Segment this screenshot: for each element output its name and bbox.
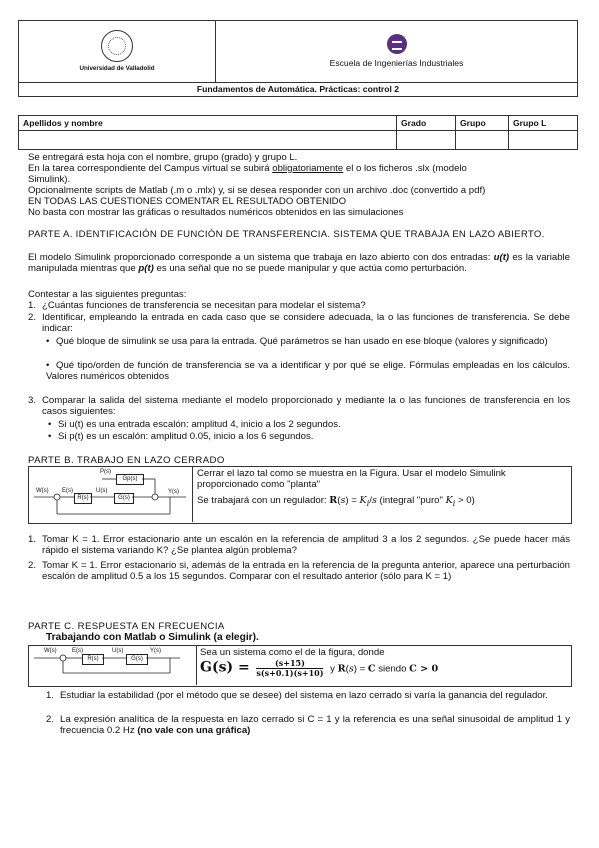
part-c-subtitle: Trabajando con Matlab o Simulink (a elegir). <box>46 632 259 643</box>
header-table <box>18 20 578 97</box>
part-c-title: PARTE C. RESPUESTA EN FRECUENCIA <box>28 621 225 632</box>
part-c-equation: G(s) = $\frac{(s+15)}{s(s+0.1)(s+10)}$ y R(s) = C siendo C > 0 <box>200 658 439 679</box>
part-b-divider <box>192 466 193 522</box>
part-c-divider <box>196 645 197 685</box>
part-a-question-3: 3. Comparar la salida del sistema mediante el modelo proporcionado y mediante la o las funciones de transferencia en los casos siguientes: <box>28 395 570 418</box>
grupol-column-header: Grupo L <box>509 116 578 131</box>
part-b-question-2: 2. Tomar K = 1. Error estacionario si, además de la entrada en la referencia de la pregunta anterior, aparece una perturbación escalón de amplitud 0.5 a los 15 segundos. Comparar con el resultado anterior (sólo para K = 1) <box>28 560 570 583</box>
part-b-question-1: 1. Tomar K = 1. Error estacionario ante un escalón en la referencia de amplitud 3 a los 2 segundos. ¿Se puede hacer más rápido el sistema variando K? ¿Se plantea algún problema? <box>28 534 570 557</box>
university-cell <box>19 21 216 83</box>
part-a-question-2: 2. Identificar, empleando la entrada en cada caso que se considere adecuada, la o las funciones de transferencia. Se debe indicar: <box>28 312 570 335</box>
school-cell <box>216 21 578 83</box>
part-a-q2-bullet-2: • Qué tipo/orden de función de transferencia se va a identificar y por qué se elige. Fórmulas empleadas en los cálculos. Valores numéricos obtenidos <box>46 360 570 383</box>
university-name: Universidad de Valladolid <box>79 65 155 73</box>
part-a-paragraph: El modelo Simulink proporcionado corresponde a un sistema que trabaja en lazo abierto con dos entradas: u(t) es la variable manipulada mientras que p(t) es una señal que no se puede manipular y que actúa como perturbación. <box>28 252 570 275</box>
school-name: Escuela de Ingenierías Industriales <box>329 58 464 69</box>
part-b-description: Cerrar el lazo tal como se muestra en la Figura. Usar el modelo Simulink proporcionado como "planta" <box>197 468 506 491</box>
part-b-block-diagram: P(s) Gp(s) W(s) E(s) R(s) U(s) G(s) Y(s) <box>30 468 190 520</box>
part-a-instructions: Contestar a las siguientes preguntas: <box>28 289 187 300</box>
part-c-description: Sea un sistema como el de la figura, donde <box>200 647 385 658</box>
part-c-diagram-wires <box>30 647 194 683</box>
name-field[interactable] <box>19 131 397 150</box>
intro-line-1: Se entregará esta hoja con el nombre, grupo (grado) y grupo L. <box>28 152 298 163</box>
part-a-question-1: 1. ¿Cuántas funciones de transferencia se necesitan para modelar el sistema? <box>28 300 366 311</box>
part-b-title: PARTE B. TRABAJO EN LAZO CERRADO <box>28 455 225 466</box>
intro-line-5: EN TODAS LAS CUESTIONES COMENTAR EL RESULTADO OBTENIDO <box>28 196 347 207</box>
course-title: Fundamentos de Automática. Prácticas: control 2 <box>19 83 578 97</box>
part-c-question-1: 1. Estudiar la estabilidad (por el método que se desee) del sistema en lazo cerrado si varía la ganancia del regulador. <box>46 690 548 701</box>
name-column-header: Apellidos y nombre <box>19 116 397 131</box>
part-b-diagram-wires <box>30 468 190 520</box>
part-a-q3-bullet-1: • Si u(t) es una entrada escalón: amplitud 4, inicio a los 2 segundos. <box>48 419 341 430</box>
grupo-column-header: Grupo <box>456 116 509 131</box>
intro-line-6: No basta con mostrar las gráficas o resultados numéricos obtenidos en las simulaciones <box>28 207 404 218</box>
university-logo-icon <box>101 30 133 62</box>
student-info-table <box>18 115 578 150</box>
part-a-q3-bullet-2: • Si p(t) es un escalón: amplitud 0.05, inicio a los 6 segundos. <box>48 431 314 442</box>
grupo-field[interactable] <box>456 131 509 150</box>
part-b-regulator: Se trabajará con un regulador: $R(s) = K_i/s$ (integral "puro" $K_i > 0$) <box>197 495 475 508</box>
part-c-question-2: 2. La expresión analítica de la respuesta en lazo cerrado si C = 1 y la referencia es una señal sinusoidal de amplitud 1 y frecuencia 0.2 Hz (no vale con una gráfica) <box>46 714 570 737</box>
school-logo-icon <box>387 34 407 54</box>
intro-line-4: Opcionalmente scripts de Matlab (.m o .mlx) y, si se desea responder con un archivo .doc (convertido a pdf) <box>28 185 486 196</box>
grado-column-header: Grado <box>397 116 456 131</box>
intro-line-2: En la tarea correspondiente del Campus virtual se subirá obligatoriamente el o los ficheros .slx (modelo <box>28 163 467 174</box>
part-c-block-diagram: W(s) E(s) R(s) U(s) G(s) Y(s) <box>30 647 194 683</box>
part-a-q2-bullet-1: • Qué bloque de simulink se usa para la entrada. Qué parámetros se han usado en ese bloque (valores y significado) <box>46 336 548 347</box>
intro-line-3: Simulink). <box>28 174 71 185</box>
part-a-title: PARTE A. IDENTIFICACIÓN DE FUNCIÓN DE TRANSFERENCIA. SISTEMA QUE TRABAJA EN LAZO ABIERTO. <box>28 229 545 240</box>
grado-field[interactable] <box>397 131 456 150</box>
grupol-field[interactable] <box>509 131 578 150</box>
